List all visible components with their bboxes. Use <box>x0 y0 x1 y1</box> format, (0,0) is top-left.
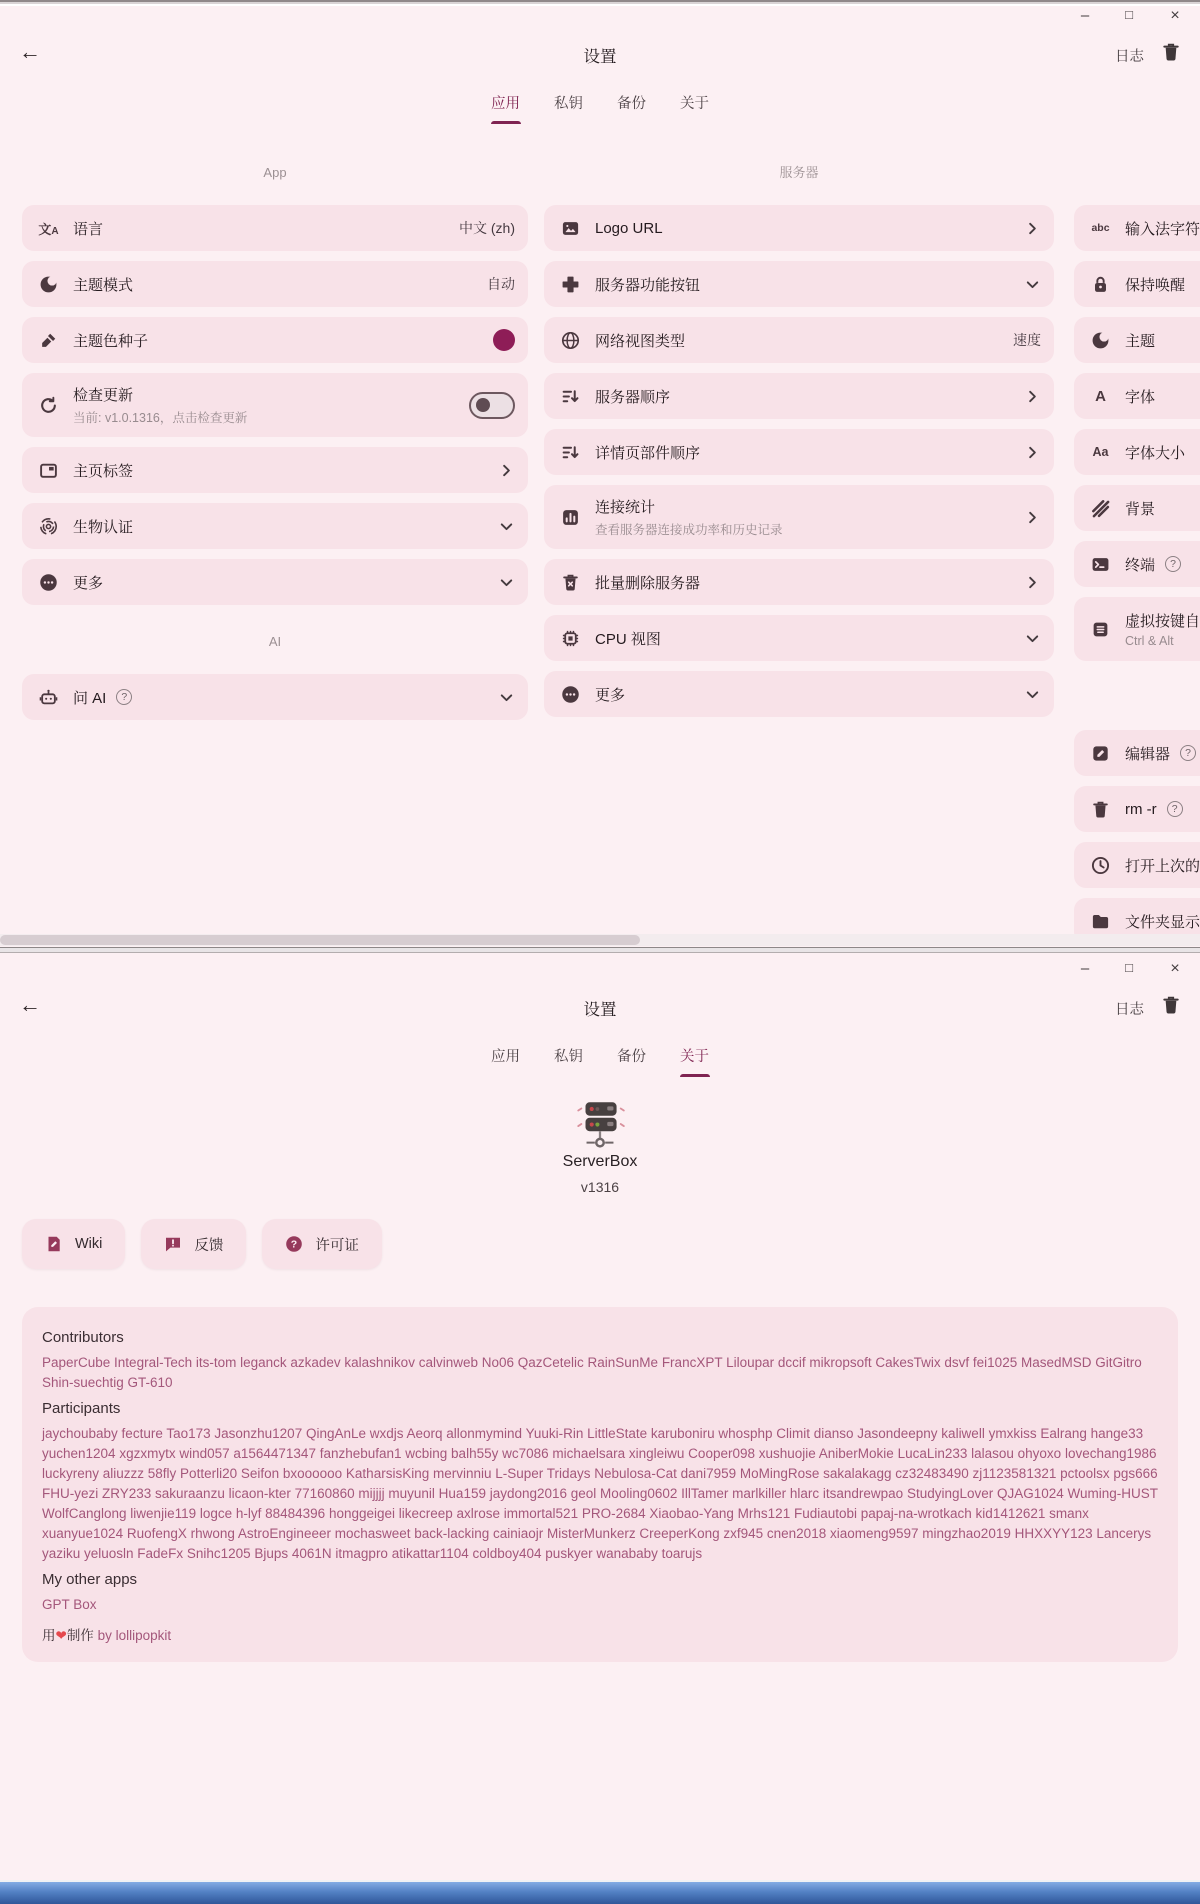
settings-item-background[interactable] <box>1074 485 1200 531</box>
license-button[interactable] <box>262 1219 382 1269</box>
item-label: 编辑器 <box>1125 745 1171 763</box>
chevron-down-icon <box>1023 276 1041 293</box>
button-label: 反馈 <box>194 1237 224 1254</box>
close-icon[interactable]: × <box>1170 7 1180 24</box>
stats-icon <box>559 508 582 527</box>
item-label: rm -r <box>1125 800 1157 818</box>
author-link[interactable]: by lollipopkit <box>97 1628 172 1643</box>
item-label: 输入法字符 <box>1125 220 1200 238</box>
eyedropper-icon <box>37 331 60 350</box>
tab-keys[interactable]: 私钥 <box>554 96 583 112</box>
toggle-knob <box>476 398 490 412</box>
edit-icon <box>1089 744 1112 763</box>
item-text <box>73 687 106 708</box>
chevron-right-icon <box>1023 220 1041 237</box>
item-label: 生物认证 <box>73 518 134 536</box>
item-label: 字体 <box>1125 388 1156 406</box>
item-label: 主题 <box>1125 332 1156 350</box>
column-header <box>1074 162 1200 184</box>
font-a-icon: A <box>1095 387 1106 405</box>
item-text <box>73 218 103 239</box>
settings-item-rm-r[interactable] <box>1074 786 1200 832</box>
made-prefix: 用 <box>42 1628 56 1643</box>
robot-icon <box>37 688 60 707</box>
tab-icon <box>37 461 60 480</box>
settings-item-open-last[interactable] <box>1074 842 1200 888</box>
settings-item-ask-ai[interactable] <box>22 674 528 720</box>
item-label: 检查更新 <box>73 387 134 404</box>
item-text <box>73 274 133 295</box>
globe-icon <box>559 331 582 350</box>
moon-icon <box>1089 331 1112 350</box>
chevron-right-icon <box>1023 444 1041 461</box>
settings-item-terminal[interactable] <box>1074 541 1200 587</box>
app-version: v1316 <box>580 1179 620 1195</box>
item-value: 中文 (zh) <box>459 220 515 236</box>
settings-item-font-size[interactable] <box>1074 429 1200 475</box>
column-header: App <box>263 165 287 180</box>
item-text <box>1125 801 1157 818</box>
other-apps-title: My other apps <box>42 1571 138 1588</box>
item-label: 终端 <box>1125 556 1156 574</box>
more-icon <box>559 685 582 704</box>
trash-x-icon <box>559 573 582 592</box>
made-with-love <box>42 1624 1158 1644</box>
lock-icon <box>1089 275 1112 294</box>
horizontal-scrollbar[interactable] <box>0 934 1200 946</box>
stripes-icon <box>1089 499 1112 518</box>
item-text <box>1125 855 1200 876</box>
gamepad-icon <box>559 275 582 294</box>
contributors-title: Contributors <box>42 1329 124 1346</box>
item-text <box>595 496 783 538</box>
item-label: 主题色种子 <box>73 332 149 350</box>
scrollbar-thumb[interactable] <box>0 935 640 945</box>
tab-about[interactable]: 关于 <box>680 1031 709 1078</box>
settings-columns <box>0 122 1200 948</box>
tab-about[interactable]: 关于 <box>680 96 709 112</box>
cpu-icon <box>559 629 582 648</box>
item-text <box>1125 911 1200 932</box>
tab-app[interactable]: 应用 <box>491 1049 520 1065</box>
sort-icon <box>559 387 582 406</box>
item-text <box>1125 386 1155 407</box>
item-label: CPU 视图 <box>595 630 661 648</box>
settings-item-virtual-keys[interactable] <box>1074 597 1200 661</box>
item-text <box>73 384 247 426</box>
item-label: 连接统计 <box>595 499 656 516</box>
item-value: 速度 <box>1013 332 1041 348</box>
settings-item-home-tabs[interactable] <box>22 447 528 493</box>
item-label: 详情页部件顺序 <box>595 444 701 462</box>
app-bar <box>0 32 1200 78</box>
maximize-icon[interactable]: □ <box>1125 960 1133 975</box>
item-label: 保持唤醒 <box>1125 276 1186 294</box>
item-text <box>1125 330 1155 351</box>
abc-icon: abc <box>1091 222 1110 234</box>
about-card <box>22 1307 1178 1662</box>
terminal-icon <box>1089 555 1112 574</box>
item-text <box>1125 274 1185 295</box>
settings-item-server-order[interactable] <box>544 373 1054 419</box>
page-title: 设置 <box>583 48 617 66</box>
button-label: Wiki <box>75 1236 103 1252</box>
settings-item-theme-color-seed[interactable] <box>22 317 528 363</box>
back-arrow-icon[interactable]: ← <box>19 39 41 64</box>
settings-item-biometric-auth[interactable] <box>22 503 528 549</box>
app-bar <box>0 985 1200 1031</box>
tab-bar <box>0 78 1200 125</box>
keyboard-icon <box>1089 620 1112 639</box>
item-label: 更多 <box>595 686 626 704</box>
folder-icon <box>1089 912 1112 931</box>
serverbox-logo-icon <box>0 1095 1200 1153</box>
item-subtitle: Ctrl & Alt <box>1125 634 1174 648</box>
item-text <box>595 274 700 295</box>
column-header: AI <box>268 634 282 649</box>
clock-icon <box>1089 856 1112 875</box>
settings-item-keep-awake[interactable] <box>1074 261 1200 307</box>
settings-item-check-update[interactable] <box>22 373 528 437</box>
contributors-list: PaperCube Integral-Tech its-tom leganck azkadev kalashnikov calvinweb No06 QazCetelic RainSunMe FrancXPT Liloupar dccif mikropsoft CakesTwix dsvf fei1025 MasedMSD GitGitro Shin-suechtig GT-610 <box>42 1355 1142 1390</box>
tab-backup[interactable]: 备份 <box>617 1049 646 1065</box>
about-buttons <box>22 1219 382 1269</box>
item-label: 问 AI <box>73 689 107 707</box>
settings-item-input-method-chars[interactable] <box>1074 205 1200 251</box>
settings-item-theme-mode[interactable] <box>22 261 528 307</box>
column-server <box>544 122 1054 727</box>
feedback-icon <box>164 1235 182 1253</box>
settings-item-cpu-view[interactable] <box>544 615 1054 661</box>
minimize-icon[interactable]: – <box>1080 7 1090 24</box>
item-text <box>1125 442 1185 463</box>
chevron-right-icon <box>1023 388 1041 405</box>
participants-title: Participants <box>42 1400 121 1417</box>
moon-icon <box>37 275 60 294</box>
help-icon: ? <box>116 689 132 705</box>
translate-icon: 文A <box>38 221 59 237</box>
settings-item-language[interactable] <box>22 205 528 251</box>
wiki-icon <box>45 1235 63 1253</box>
update-toggle[interactable] <box>469 392 515 419</box>
feedback-button[interactable] <box>141 1219 246 1269</box>
item-text <box>595 572 700 593</box>
maximize-icon[interactable]: □ <box>1125 7 1133 22</box>
page-title: 设置 <box>583 1001 617 1019</box>
trash-icon[interactable] <box>1161 42 1181 62</box>
item-subtitle: 查看服务器连接成功率和历史记录 <box>595 523 783 537</box>
item-label: 字体大小 <box>1125 444 1186 462</box>
item-label: 文件夹显示 <box>1125 913 1200 931</box>
item-label: 背景 <box>1125 500 1156 518</box>
chevron-down-icon <box>497 518 515 535</box>
tab-keys[interactable]: 私钥 <box>554 1049 583 1065</box>
item-text <box>1125 743 1170 764</box>
item-label: 主页标签 <box>73 462 134 480</box>
item-text <box>595 684 625 705</box>
font-aa-icon: Aa <box>1092 445 1109 459</box>
chevron-right-icon <box>1023 509 1041 526</box>
item-text <box>595 386 670 407</box>
license-icon <box>285 1235 303 1253</box>
item-label: 虚拟按键自 <box>1125 613 1200 630</box>
settings-item-more[interactable] <box>544 671 1054 717</box>
gpt-box-link[interactable]: GPT Box <box>42 1597 97 1612</box>
item-text <box>595 628 661 649</box>
update-icon <box>37 396 60 415</box>
tab-bar <box>0 1031 1200 1078</box>
item-text <box>73 330 148 351</box>
settings-item-net-view-type[interactable] <box>544 317 1054 363</box>
background-window-edge <box>0 1882 1200 1904</box>
trash-icon <box>1089 800 1112 819</box>
image-icon <box>559 219 582 238</box>
item-label: 批量删除服务器 <box>595 574 701 592</box>
item-subtitle: 当前: v1.0.1316，点击检查更新 <box>73 411 248 425</box>
item-label: Logo URL <box>595 219 663 237</box>
item-label: 服务器顺序 <box>595 388 671 406</box>
help-icon: ? <box>1167 801 1183 817</box>
column-app <box>22 122 528 730</box>
item-text <box>73 572 103 593</box>
column-sftp-clipped <box>1074 122 1200 948</box>
back-arrow-icon[interactable]: ← <box>19 992 41 1017</box>
settings-item-editor[interactable] <box>1074 730 1200 776</box>
item-text <box>73 516 133 537</box>
item-text <box>1125 554 1155 575</box>
app-name: ServerBox <box>562 1153 638 1170</box>
participants-list: jaychoubaby fecture Tao173 Jasonzhu1207 QingAnLe wxdjs Aeorq allonmymind Yuuki-Rin LittleState karuboniru whosphp Climit dianso Jasondeepny kaliwell ymxkiss Ealrang hange33 yuchen1204 xgzxmytx wind057 a1564471347 fanzhebufan1 wcbing balh55y wc7086 michaelsara xingleiwu Cooper098 xushuojie AniberMokie LucaLin233 lalasou ohyoxo lovechang1986 luckyreny aliuzzz 58fly Potterli20 Seifon bxoooooo KatharsisKing mervinniu L-Super Tridays Nebulosa-Cat dani7959 MoMingRose sakalakagg cz32483490 zj1123581321 pctoolsx pgs666 FHU-yezi ZRY233 sakuraanzu licaon-kter 77160860 mijjjj muyunil Hua159 jaydong2016 geol Mooling0602 IllTamer marlkiller hlarc itsandrewpao StudyingLover QJAG1024 Wuming-HUST WolfCanglong liwenjie119 logce h-lyf 88484396 honggeigei likecreep axlrose immortal521 PRO-2684 Xiaobao-Yang Mrhs121 Fudiautobi papaj-na-wrotkach kid1412621 smanx xuanyue1024 RuofengX rhwong AstroEngineeer mochasweet back-lacking cainiaojr MisterMunkerz CreeperKong zxf945 cnen2018 xiaomeng9597 mingzhao2019 HHXXYY123 Lancerys yaziku yeluosln FadeFx Snihc1205 Bjups 4061N itmagpro atikattar1104 coldboy404 puskyer wanababy toarujs <box>42 1426 1158 1561</box>
tab-backup[interactable]: 备份 <box>617 96 646 112</box>
item-value: 自动 <box>487 276 515 292</box>
settings-window-about-tab <box>0 952 1200 1882</box>
settings-item-detail-widget-order[interactable] <box>544 429 1054 475</box>
column-header: 服务器 <box>779 165 819 180</box>
chevron-right-icon <box>1023 574 1041 591</box>
item-text <box>1125 498 1155 519</box>
item-text <box>73 460 133 481</box>
item-label: 主题模式 <box>73 276 134 294</box>
settings-window-app-tab <box>0 0 1200 948</box>
item-label: 语言 <box>73 220 104 238</box>
button-label: 许可证 <box>315 1237 359 1254</box>
item-label: 打开上次的 <box>1125 857 1200 875</box>
log-button[interactable]: 日志 <box>1115 1002 1144 1018</box>
settings-item-theme[interactable] <box>1074 317 1200 363</box>
window-top-edge <box>0 0 1200 6</box>
settings-item-connection-stats[interactable] <box>544 485 1054 549</box>
item-text <box>1125 218 1200 239</box>
log-button[interactable]: 日志 <box>1115 49 1144 65</box>
chevron-right-icon <box>497 462 515 479</box>
theme-seed-color-dot[interactable] <box>493 329 515 351</box>
heart-icon: ❤ <box>55 1628 67 1643</box>
settings-item-more[interactable] <box>22 559 528 605</box>
close-icon[interactable]: × <box>1170 960 1180 977</box>
settings-item-logo-url[interactable] <box>544 205 1054 251</box>
minimize-icon[interactable]: – <box>1080 960 1090 977</box>
chevron-down-icon <box>1023 630 1041 647</box>
item-text <box>595 220 663 237</box>
settings-item-batch-delete-servers[interactable] <box>544 559 1054 605</box>
chevron-down-icon <box>497 574 515 591</box>
item-label: 服务器功能按钮 <box>595 276 701 294</box>
settings-item-server-func-buttons[interactable] <box>544 261 1054 307</box>
item-label: 网络视图类型 <box>595 332 686 350</box>
tab-app[interactable]: 应用 <box>491 78 520 125</box>
more-icon <box>37 573 60 592</box>
help-icon: ? <box>1165 556 1181 572</box>
made-text: 制作 <box>66 1628 98 1643</box>
svg-text:?: ? <box>291 1238 298 1251</box>
settings-item-font[interactable] <box>1074 373 1200 419</box>
column-header <box>1074 687 1200 709</box>
chevron-down-icon <box>1023 686 1041 703</box>
help-icon: ? <box>1180 745 1196 761</box>
sort-icon <box>559 443 582 462</box>
item-text <box>595 442 700 463</box>
item-text <box>1125 610 1200 648</box>
fingerprint-icon <box>37 517 60 536</box>
wiki-button[interactable] <box>22 1219 125 1269</box>
chevron-down-icon <box>497 689 515 706</box>
item-text <box>595 330 685 351</box>
trash-icon[interactable] <box>1161 995 1181 1015</box>
item-label: 更多 <box>73 574 104 592</box>
